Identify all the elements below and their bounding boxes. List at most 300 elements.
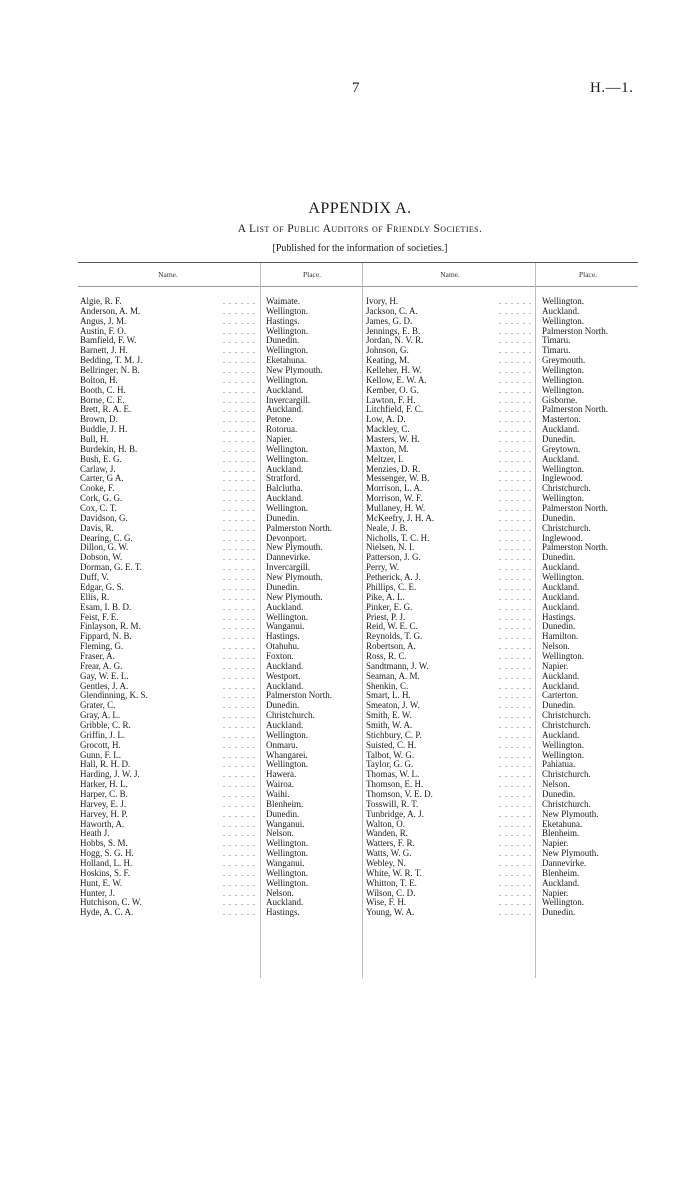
auditor-place-text: Wellington. (542, 316, 585, 326)
auditor-name-text: Neale, J. B. (366, 523, 408, 533)
column-divider (362, 263, 363, 978)
auditor-name-text: Buddle, J. H. (80, 425, 128, 435)
auditor-name-text: Morrison, W. F. (366, 494, 423, 504)
auditor-place-text: Nelson. (542, 642, 570, 652)
auditor-name-text: Gentles, J. A. (80, 681, 129, 691)
auditor-place (542, 682, 662, 692)
auditor-place (266, 820, 360, 830)
auditor-place (266, 514, 360, 524)
leader-dots: . . . . . . (499, 858, 532, 868)
leader-dots: . . . . . . (499, 770, 532, 780)
leader-dots: . . . . . . (223, 543, 256, 553)
auditor-place (266, 839, 360, 849)
auditor-place (266, 859, 360, 869)
auditor-name (80, 682, 256, 692)
auditor-place-text: Palmerston North. (266, 523, 332, 533)
auditor-name-text: Finlayson, R. M. (80, 622, 141, 632)
auditor-place-text: Nelson. (266, 829, 294, 839)
leader-dots: . . . . . . (223, 582, 256, 592)
auditor-name (80, 504, 256, 514)
auditor-name-text: Austin, F. O. (80, 326, 127, 336)
auditor-place-text: Auckland. (266, 405, 304, 415)
leader-dots: . . . . . . (223, 444, 256, 454)
auditor-place (542, 760, 662, 770)
auditor-name-text: Grocott, H. (80, 740, 121, 750)
auditor-place-text: Carterton. (542, 691, 579, 701)
leader-dots: . . . . . . (499, 661, 532, 671)
leader-dots: . . . . . . (223, 454, 256, 464)
auditor-name (80, 741, 256, 751)
auditor-name-text: Jackson, C. A. (366, 306, 418, 316)
auditor-place (266, 405, 360, 415)
auditor-name (366, 405, 532, 415)
auditor-name (80, 415, 256, 425)
auditor-place-text: Wellington. (542, 366, 585, 376)
leader-dots: . . . . . . (223, 415, 256, 425)
auditor-place (266, 356, 360, 366)
auditor-place (266, 317, 360, 327)
leader-dots: . . . . . . (223, 494, 256, 504)
auditor-place (266, 415, 360, 425)
auditor-place (542, 721, 662, 731)
column-header-name-right: Name. (440, 270, 460, 279)
leader-dots: . . . . . . (499, 602, 532, 612)
auditor-name-text: Suisted, C. H. (366, 740, 417, 750)
auditor-place (266, 366, 360, 376)
auditor-place (542, 622, 662, 632)
auditor-place-text: Wanganui. (266, 622, 305, 632)
auditor-place-text: Wellington. (266, 760, 309, 770)
auditor-name-text: Harding, J. W. J. (80, 770, 140, 780)
auditor-name (366, 317, 532, 327)
leader-dots: . . . . . . (223, 563, 256, 573)
auditor-name (366, 652, 532, 662)
auditor-place (542, 652, 662, 662)
auditor-name (366, 613, 532, 623)
auditor-place (266, 425, 360, 435)
auditor-place-text: Dunedin. (542, 789, 576, 799)
auditor-place (542, 583, 662, 593)
auditor-place (542, 691, 662, 701)
leader-dots: . . . . . . (499, 651, 532, 661)
auditor-name-text: Kember, O. G. (366, 385, 419, 395)
auditor-place (266, 603, 360, 613)
auditor-place (266, 445, 360, 455)
auditor-place-text: Dunedin. (542, 553, 576, 563)
auditor-place (542, 829, 662, 839)
auditor-place-text: Dunedin. (542, 701, 576, 711)
leader-dots: . . . . . . (223, 474, 256, 484)
leader-dots: . . . . . . (223, 523, 256, 533)
leader-dots: . . . . . . (223, 464, 256, 474)
auditor-place-text: Wellington. (266, 375, 309, 385)
auditor-place (266, 721, 360, 731)
column-header-name-left: Name. (158, 270, 178, 279)
auditor-name (80, 543, 256, 553)
auditor-name-text: Booth, C. H. (80, 385, 126, 395)
auditor-name-text: Tunbridge, A. J. (366, 809, 424, 819)
auditor-place (266, 336, 360, 346)
auditor-place (266, 741, 360, 751)
leader-dots: . . . . . . (223, 711, 256, 721)
auditor-place (542, 839, 662, 849)
leader-dots: . . . . . . (223, 740, 256, 750)
auditor-name-text: Mullaney, H. W. (366, 504, 426, 514)
auditor-place-text: Auckland. (542, 878, 580, 888)
auditor-name-text: Stichbury, C. P. (366, 730, 422, 740)
auditor-place-text: Wellington. (266, 849, 309, 859)
auditor-name (80, 465, 256, 475)
auditor-place-text: Wellington. (266, 504, 309, 514)
auditor-name (80, 790, 256, 800)
auditor-place-text: Christchurch. (542, 720, 591, 730)
auditor-name-text: Borne, C. E. (80, 395, 125, 405)
auditor-place (266, 711, 360, 721)
auditor-place (542, 307, 662, 317)
auditor-place (266, 898, 360, 908)
leader-dots: . . . . . . (223, 651, 256, 661)
auditor-place-text: Wanganui. (266, 858, 305, 868)
auditor-place (266, 869, 360, 879)
leader-dots: . . . . . . (223, 504, 256, 514)
auditor-place-text: Wellington. (542, 898, 585, 908)
auditor-place (542, 415, 662, 425)
auditor-place (266, 760, 360, 770)
auditor-name (80, 474, 256, 484)
auditor-name (80, 839, 256, 849)
auditor-place (542, 543, 662, 553)
auditor-name-text: Grater, C. (80, 701, 116, 711)
leader-dots: . . . . . . (223, 405, 256, 415)
auditor-place-text: Hastings. (266, 632, 300, 642)
auditor-name (366, 455, 532, 465)
auditor-name-text: Morrison, L. A. (366, 484, 423, 494)
auditor-place (542, 534, 662, 544)
auditor-place-text: Inglewood. (542, 474, 583, 484)
auditor-name-text: Low, A. D. (366, 415, 406, 425)
auditor-place (266, 751, 360, 761)
leader-dots: . . . . . . (223, 878, 256, 888)
auditor-name (366, 711, 532, 721)
auditor-name (80, 563, 256, 573)
auditor-name (80, 396, 256, 406)
leader-dots: . . . . . . (499, 711, 532, 721)
auditor-place (266, 553, 360, 563)
auditor-name-text: Holland, L. H. (80, 858, 133, 868)
leader-dots: . . . . . . (223, 809, 256, 819)
auditor-place (542, 474, 662, 484)
auditor-name-text: Angus, J. M. (80, 316, 127, 326)
auditor-name-text: Maxton, M. (366, 444, 409, 454)
auditor-name-text: Litchfield, F. C. (366, 405, 424, 415)
auditor-name-text: Watters, F. R. (366, 839, 415, 849)
auditor-name (366, 839, 532, 849)
auditor-name (366, 741, 532, 751)
auditor-place-text: Dunedin. (266, 809, 300, 819)
auditor-place-text: Petone. (266, 415, 293, 425)
auditor-name-text: Gribble, C. R. (80, 720, 131, 730)
leader-dots: . . . . . . (223, 513, 256, 523)
auditor-place (266, 652, 360, 662)
auditor-place (542, 701, 662, 711)
auditor-name-text: Harvey, E. J. (80, 799, 127, 809)
leader-dots: . . . . . . (499, 504, 532, 514)
auditor-name-text: Hall, R. H. D. (80, 760, 131, 770)
auditor-place-text: Napier. (266, 435, 293, 445)
auditor-name (80, 751, 256, 761)
leader-dots: . . . . . . (499, 395, 532, 405)
auditor-place-text: Pahiatua. (542, 760, 576, 770)
auditor-name (366, 346, 532, 356)
auditor-place (542, 514, 662, 524)
auditor-name (366, 366, 532, 376)
auditor-place (266, 790, 360, 800)
auditor-name-text: Edgar, G. S. (80, 582, 124, 592)
auditor-place (542, 731, 662, 741)
auditor-name-text: Phillips, C. E. (366, 582, 417, 592)
auditor-place-text: Auckland. (266, 464, 304, 474)
auditor-place-text: New Plymouth. (542, 849, 599, 859)
auditor-name-text: Bush, E. G. (80, 454, 122, 464)
leader-dots: . . . . . . (499, 829, 532, 839)
auditor-name-text: Taylor, G. G. (366, 760, 414, 770)
auditor-name (80, 336, 256, 346)
auditor-name (366, 810, 532, 820)
auditor-place-text: Dannevirke. (266, 553, 311, 563)
leader-dots: . . . . . . (499, 375, 532, 385)
auditor-name-text: Cork, G. G. (80, 494, 123, 504)
auditor-place (542, 317, 662, 327)
auditor-place-text: Dunedin. (542, 908, 576, 918)
auditor-name (366, 514, 532, 524)
auditor-place-text: Rotorua. (266, 425, 298, 435)
auditor-place (542, 711, 662, 721)
auditor-place-text: Dunedin. (266, 701, 300, 711)
auditor-place (542, 524, 662, 534)
auditor-place-text: Wellington. (266, 730, 309, 740)
leader-dots: . . . . . . (223, 316, 256, 326)
auditor-place (542, 366, 662, 376)
leader-dots: . . . . . . (499, 809, 532, 819)
auditor-name-text: Tosswill, R. T. (366, 799, 419, 809)
auditor-name (80, 573, 256, 583)
auditor-place-text: Auckland. (266, 602, 304, 612)
leader-dots: . . . . . . (223, 425, 256, 435)
auditor-name (366, 642, 532, 652)
auditor-place-text: Whangarei. (266, 750, 308, 760)
leader-dots: . . . . . . (499, 632, 532, 642)
auditor-place (266, 297, 360, 307)
auditor-name (80, 662, 256, 672)
auditor-place-text: Waihi. (266, 789, 290, 799)
leader-dots: . . . . . . (499, 356, 532, 366)
auditor-place-text: Timaru. (542, 346, 571, 356)
leader-dots: . . . . . . (499, 513, 532, 523)
auditor-place-text: Masterton. (542, 415, 581, 425)
auditor-name-text: Jennings, E. B. (366, 326, 421, 336)
auditor-name-text: Pike, A. L. (366, 592, 405, 602)
auditor-place (542, 869, 662, 879)
leader-dots: . . . . . . (223, 888, 256, 898)
auditor-place (266, 583, 360, 593)
auditor-name (366, 622, 532, 632)
leader-dots: . . . . . . (223, 297, 256, 306)
auditor-name-text: Nielsen, N. I. (366, 543, 415, 553)
auditor-name-text: Frear, A. G. (80, 661, 123, 671)
leader-dots: . . . . . . (223, 780, 256, 790)
auditor-name (80, 297, 256, 307)
leader-dots: . . . . . . (223, 661, 256, 671)
auditor-place (266, 327, 360, 337)
auditor-name (80, 514, 256, 524)
auditor-name-text: Meltzer, I. (366, 454, 404, 464)
leader-dots: . . . . . . (499, 849, 532, 859)
auditor-place-text: Auckland. (542, 306, 580, 316)
leader-dots: . . . . . . (499, 425, 532, 435)
auditor-name (366, 820, 532, 830)
auditor-name-text: Robertson, A. (366, 642, 416, 652)
leader-dots: . . . . . . (499, 582, 532, 592)
leader-dots: . . . . . . (499, 454, 532, 464)
auditor-place (542, 455, 662, 465)
auditor-place (266, 543, 360, 553)
right-name-column (366, 297, 532, 918)
auditor-name-text: Hobbs, S. M. (80, 839, 128, 849)
auditor-place (542, 770, 662, 780)
auditor-name-text: Mackley, C. (366, 425, 410, 435)
leader-dots: . . . . . . (499, 730, 532, 740)
leader-dots: . . . . . . (499, 839, 532, 849)
leader-dots: . . . . . . (223, 839, 256, 849)
leader-dots: . . . . . . (223, 533, 256, 543)
auditor-name-text: Smith, E. W. (366, 711, 412, 721)
auditor-name (80, 820, 256, 830)
auditor-name-text: Bedding, T. M. J. (80, 356, 143, 366)
auditor-name-text: Hoskins, S. F. (80, 868, 131, 878)
auditor-name (366, 415, 532, 425)
auditor-name (80, 425, 256, 435)
auditor-name-text: Kellow, E. W. A. (366, 375, 427, 385)
auditor-place-text: Blenheim. (266, 799, 304, 809)
leader-dots: . . . . . . (499, 780, 532, 790)
auditor-name-text: Brown, D. (80, 415, 118, 425)
auditor-name-text: Ivory, H. (366, 297, 399, 306)
auditor-name (80, 376, 256, 386)
auditor-place-text: Wellington. (542, 464, 585, 474)
leader-dots: . . . . . . (223, 908, 256, 918)
auditor-name-text: Bamfield, F. W. (80, 336, 137, 346)
auditor-place-text: Timaru. (542, 336, 571, 346)
auditor-name-text: Brett, R. A. E. (80, 405, 132, 415)
auditor-name-text: Duff, V. (80, 573, 109, 583)
auditor-place-text: Napier. (542, 661, 569, 671)
leader-dots: . . . . . . (223, 326, 256, 336)
leader-dots: . . . . . . (499, 366, 532, 376)
auditor-place-text: Wellington. (542, 573, 585, 583)
auditor-name-text: Pinker, E. G. (366, 602, 413, 612)
auditor-name (80, 534, 256, 544)
auditor-name (366, 682, 532, 692)
auditor-name (366, 632, 532, 642)
leader-dots: . . . . . . (223, 642, 256, 652)
auditor-name (80, 307, 256, 317)
auditor-place-text: Palmerston North. (542, 405, 608, 415)
leader-dots: . . . . . . (499, 592, 532, 602)
leader-dots: . . . . . . (499, 543, 532, 553)
auditor-place (542, 405, 662, 415)
auditor-place-text: Napier. (542, 888, 569, 898)
document-reference: H.—1. (590, 80, 634, 96)
auditor-name (366, 849, 532, 859)
auditor-name (80, 435, 256, 445)
auditor-place (266, 701, 360, 711)
auditor-place-text: Auckland. (266, 385, 304, 395)
auditor-name-text: Reid, W. E. C. (366, 622, 418, 632)
auditor-name (366, 790, 532, 800)
auditor-place-text: Wairoa. (266, 780, 295, 790)
auditor-place (542, 346, 662, 356)
auditor-name (80, 346, 256, 356)
auditor-name-text: Gray, A. L. (80, 711, 121, 721)
auditor-name (80, 889, 256, 899)
leader-dots: . . . . . . (499, 533, 532, 543)
auditor-name (366, 721, 532, 731)
leader-dots: . . . . . . (223, 612, 256, 622)
auditor-place (266, 662, 360, 672)
auditor-name (80, 760, 256, 770)
auditor-name (366, 701, 532, 711)
auditor-name (366, 563, 532, 573)
auditor-place-text: Wellington. (266, 839, 309, 849)
column-header-place-right: Place. (578, 270, 598, 279)
leader-dots: . . . . . . (499, 563, 532, 573)
auditor-place (542, 849, 662, 859)
auditor-name (366, 553, 532, 563)
auditor-place-text: Wellington. (542, 740, 585, 750)
auditor-place-text: Auckland. (542, 425, 580, 435)
auditor-name-text: Davis, R. (80, 523, 114, 533)
auditor-place (266, 642, 360, 652)
auditor-place-text: New Plymouth. (266, 543, 323, 553)
auditor-place (542, 741, 662, 751)
leader-dots: . . . . . . (499, 297, 532, 306)
auditor-name (80, 849, 256, 859)
auditor-name (366, 445, 532, 455)
leader-dots: . . . . . . (223, 691, 256, 701)
leader-dots: . . . . . . (223, 681, 256, 691)
auditor-name-text: Fleming, G. (80, 642, 124, 652)
auditor-name (80, 553, 256, 563)
auditor-name (80, 386, 256, 396)
leader-dots: . . . . . . (499, 701, 532, 711)
leader-dots: . . . . . . (499, 819, 532, 829)
auditor-place-text: Auckland. (266, 494, 304, 504)
leader-dots: . . . . . . (499, 799, 532, 809)
auditor-place-text: Invercargill. (266, 395, 311, 405)
auditor-name-text: Hunter, J. (80, 888, 115, 898)
auditor-place (266, 435, 360, 445)
auditor-name-text: Masters, W. H. (366, 435, 420, 445)
leader-dots: . . . . . . (499, 464, 532, 474)
auditor-name-text: McKeefry, J. H. A. (366, 513, 435, 523)
auditor-name (366, 534, 532, 544)
auditor-name-text: Cooke, F. (80, 484, 115, 494)
auditor-name-text: Priest, P. J. (366, 612, 406, 622)
auditor-place (542, 800, 662, 810)
auditor-place (542, 336, 662, 346)
auditor-name (366, 386, 532, 396)
auditor-name-text: Smeaton, J. W. (366, 701, 420, 711)
